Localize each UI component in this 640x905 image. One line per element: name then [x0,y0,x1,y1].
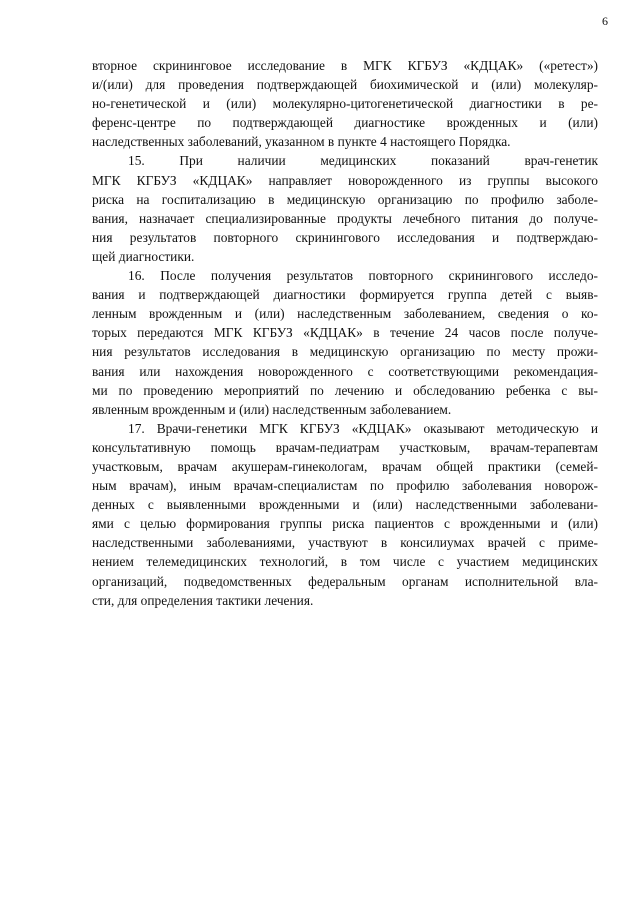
text-line: вторное скрининговое исследование в МГК КГБУЗ «КДЦАК» («ретест») [92,58,598,73]
text-line: и/(или) для проведения подтверждающей биохимической и (или) молекуляр- [92,77,598,93]
text-line: МГК КГБУЗ «КДЦАК» направляет новорожденного из группы высокого [92,172,598,188]
text-line: наследственных заболеваний, указанном в пункте 4 настоящего Порядка. [92,134,511,150]
paragraph-p16 [92,266,598,419]
paragraph-p15 [92,151,598,266]
text-line: ния результатов исследования в медицинскую организацию по месту прожи- [92,344,598,360]
text-line: вания, назначает специализированные продукты лечебного питания до получе- [92,210,598,226]
text-line: сти, для определения тактики лечения. [92,592,314,608]
text-line: организаций, подведомственных федеральным органам исполнительной вла- [92,573,598,589]
text-line: наследственными заболеваниями, участвуют в консилиумах врачей с приме- [92,535,598,551]
text-line: 16. После получения результатов повторного скринингового исследо- [128,268,598,284]
page-number: 6 [602,14,608,28]
text-line: ями с целью формирования группы риска пациентов с врожденными и (или) [92,516,598,532]
document-body [92,56,598,610]
text-line: торых передаются МГК КГБУЗ «КДЦАК» в течение 24 часов после получе- [92,325,598,341]
text-line: нением телемедицинских технологий, в том числе с участием медицинских [92,554,598,570]
text-line: ния результатов повторного скринингового исследования и подтверждаю- [92,229,598,245]
paragraph-p17 [92,419,598,610]
text-line: щей диагностики. [92,248,195,264]
text-line: явленным врожденным и (или) наследственным заболеванием. [92,401,452,417]
text-line: вания и подтверждающей диагностики формируется группа детей с выяв- [92,287,598,303]
text-line: риска на госпитализацию в медицинскую организацию по профилю заболе- [92,191,598,207]
text-line: ми по проведению мероприятий по лечению и обследованию ребенка с вы- [92,382,598,398]
text-line: 15. При наличии медицинских показаний врач-генетик [128,153,598,169]
text-line: ным врачам), иным врачам-специалистам по профилю заболевания новорож- [92,478,598,494]
text-line: но-генетической и (или) молекулярно-цитогенетической диагностики в ре- [92,96,598,112]
text-line: 17. Врачи-генетики МГК КГБУЗ «КДЦАК» оказывают методическую и [128,420,598,436]
text-line: ленным врожденным и (или) наследственным заболеванием, сведения о ко- [92,306,598,322]
text-line: консультативную помощь врачам-педиатрам участковым, врачам-терапевтам [92,439,598,455]
text-line: участковым, врачам акушерам-гинекологам, врачам общей практики (семей- [92,458,598,474]
text-line: вания или нахождения новорожденного с соответствующими рекомендация- [92,363,598,379]
text-line: ференс-центре по подтверждающей диагностике врожденных и (или) [92,115,598,131]
paragraph-p-continuation [92,56,598,151]
text-line: денных с выявленными врожденными и (или) наследственными заболевани- [92,497,598,513]
